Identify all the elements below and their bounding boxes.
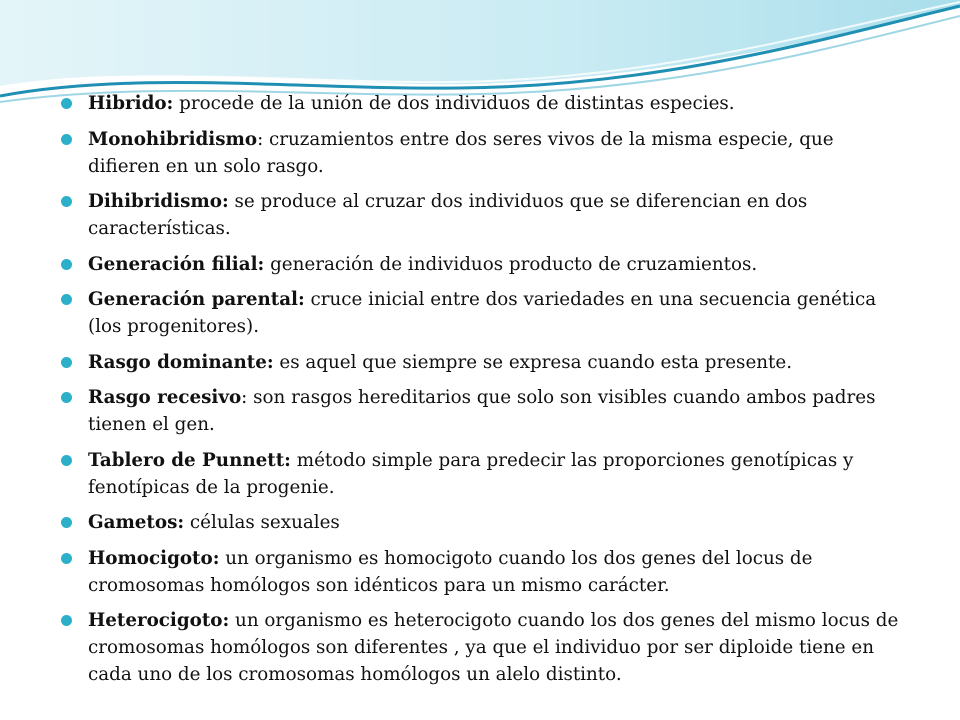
bullet-icon — [61, 357, 72, 368]
term: Rasgo recesivo — [88, 387, 242, 408]
definition: procede de la unión de dos individuos de distintas especies. — [173, 93, 735, 114]
list-item — [60, 607, 910, 688]
term: Dihibridismo: — [88, 191, 229, 212]
definition: un organismo es heterocigoto cuando los dos genes del mismo locus de cromosomas homólogos son diferentes , ya que el individuo por ser diploide tiene en cada uno de los cromosomas homólogos un alelo distinto. — [88, 610, 899, 685]
bullet-icon — [61, 98, 72, 109]
definition: generación de individuos producto de cruzamientos. — [264, 253, 758, 275]
bullet-icon — [61, 134, 72, 145]
definition: : cruzamientos entre dos seres vivos de la misma especie, que difieren en un solo rasgo. — [88, 128, 834, 177]
term: Homocigoto: — [88, 547, 220, 569]
definition: se produce al cruzar dos individuos que se diferencian en dos características. — [88, 191, 808, 239]
definition: cruce inicial entre dos variedades en una secuencia genética (los progenitores). — [88, 289, 877, 337]
definitions-list — [60, 90, 910, 697]
term: Gametos: — [88, 512, 185, 533]
bullet-icon — [61, 259, 72, 270]
bullet-icon — [61, 294, 72, 305]
list-item — [60, 126, 910, 180]
term: Hibrido: — [88, 93, 174, 114]
term: Monohibridismo — [88, 128, 258, 150]
definition: células sexuales — [184, 512, 340, 533]
term: Heterocigoto: — [88, 610, 230, 631]
bullet-icon — [61, 392, 72, 403]
term: Rasgo dominante: — [88, 351, 274, 373]
term: Tablero de Punnett: — [88, 449, 291, 471]
bullet-icon — [61, 615, 72, 626]
list-item — [60, 90, 910, 117]
term: Generación parental: — [88, 289, 305, 310]
bullet-icon — [61, 517, 72, 528]
list-item — [60, 251, 910, 278]
list-item — [60, 286, 910, 340]
bullet-icon — [61, 196, 72, 207]
definition: : son rasgos hereditarios que solo son visibles cuando ambos padres tienen el gen. — [88, 387, 876, 435]
list-item — [60, 447, 910, 501]
definition: es aquel que siempre se expresa cuando esta presente. — [273, 351, 793, 373]
term: Generación filial: — [88, 253, 265, 275]
list-item — [60, 545, 910, 599]
definition: un organismo es homocigoto cuando los dos genes del locus de cromosomas homólogos son idénticos para un mismo carácter. — [88, 547, 813, 596]
list-item — [60, 349, 910, 376]
bullet-icon — [61, 455, 72, 466]
bullet-icon — [61, 553, 72, 564]
definition: método simple para predecir las proporciones genotípicas y fenotípicas de la progenie. — [88, 449, 854, 498]
list-item — [60, 509, 910, 536]
list-item — [60, 384, 910, 438]
list-item — [60, 188, 910, 242]
